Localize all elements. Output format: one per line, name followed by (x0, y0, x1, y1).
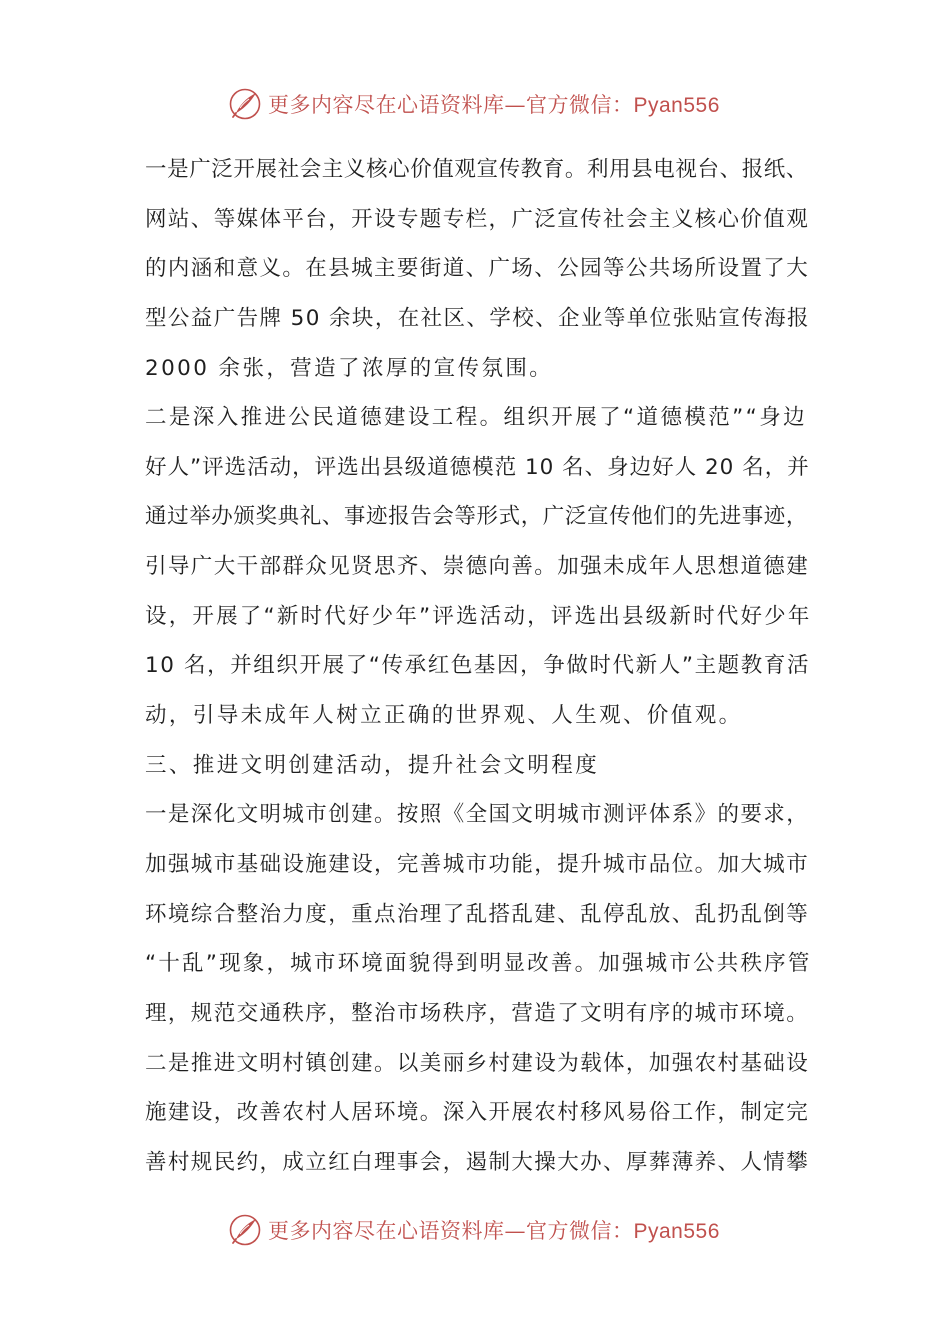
text-line: 设，开展了“新时代好少年”评选活动，评选出县级新时代好少年 (145, 603, 812, 629)
watermark-text: 更多内容尽在心语资料库—官方微信：Pyan556 (268, 1219, 720, 1243)
text-line: 一是深化文明城市创建。按照《全国文明城市测评体系》的要求， (145, 802, 810, 828)
text-line: 好人”评选活动，评选出县级道德模范 10 名、身边好人 20 名，并 (145, 454, 810, 480)
quill-logo-icon (228, 1213, 262, 1247)
watermark-text: 更多内容尽在心语资料库—官方微信：Pyan556 (268, 93, 720, 117)
text-line: 二是推进文明村镇创建。以美丽乡村建设为载体，加强农村基础设 (145, 1050, 810, 1076)
quill-logo-icon (228, 87, 262, 121)
watermark-banner-top (228, 84, 748, 124)
text-line: 一是广泛开展社会主义核心价值观宣传教育。利用县电视台、报纸、 (145, 157, 809, 182)
text-line: 通过举办颁奖典礼、事迹报告会等形式，广泛宣传他们的先进事迹， (145, 504, 809, 530)
text-line: 10 名，并组织开展了“传承红色基因，争做时代新人”主题教育活 (145, 653, 811, 679)
text-line: “十乱”现象，城市环境面貌得到明显改善。加强城市公共秩序管 (145, 951, 812, 977)
text-line: 的内涵和意义。在县城主要街道、广场、公园等公共场所设置了大 (145, 256, 810, 282)
text-line: 善村规民约，成立红白理事会，遏制大操大办、厚葬薄养、人情攀 (145, 1149, 810, 1175)
text-line: 动，引导未成年人树立正确的世界观、人生观、价值观。 (145, 703, 743, 729)
text-line: 加强城市基础设施建设，完善城市功能，提升城市品位。加大城市 (145, 851, 810, 877)
watermark-banner-bottom (228, 1210, 748, 1250)
wechat-id: Pyan556 (633, 94, 720, 117)
text-line: 网站、等媒体平台，开设专题专栏，广泛宣传社会主义核心价值观 (145, 206, 810, 232)
body-text (145, 145, 813, 1187)
text-line: 理，规范交通秩序，整治市场秩序，营造了文明有序的城市环境。 (145, 1000, 810, 1026)
text-line: 2000 余张，营造了浓厚的宣传氛围。 (145, 355, 554, 381)
text-line: 环境综合整治力度，重点治理了乱搭乱建、乱停乱放、乱扔乱倒等 (145, 901, 810, 927)
text-line: 施建设，改善农村人居环境。深入开展农村移风易俗工作，制定完 (145, 1100, 810, 1126)
wechat-id: Pyan556 (633, 1220, 720, 1243)
text-line: 二是深入推进公民道德建设工程。组织开展了“道德模范”“身边 (145, 405, 808, 431)
text-line: 型公益广告牌 50 余块，在社区、学校、企业等单位张贴宣传海报 (145, 305, 810, 331)
section-heading: 三、推进文明创建活动，提升社会文明程度 (145, 752, 600, 778)
text-line: 引导广大干部群众见贤思齐、崇德向善。加强未成年人思想道德建 (145, 554, 810, 580)
